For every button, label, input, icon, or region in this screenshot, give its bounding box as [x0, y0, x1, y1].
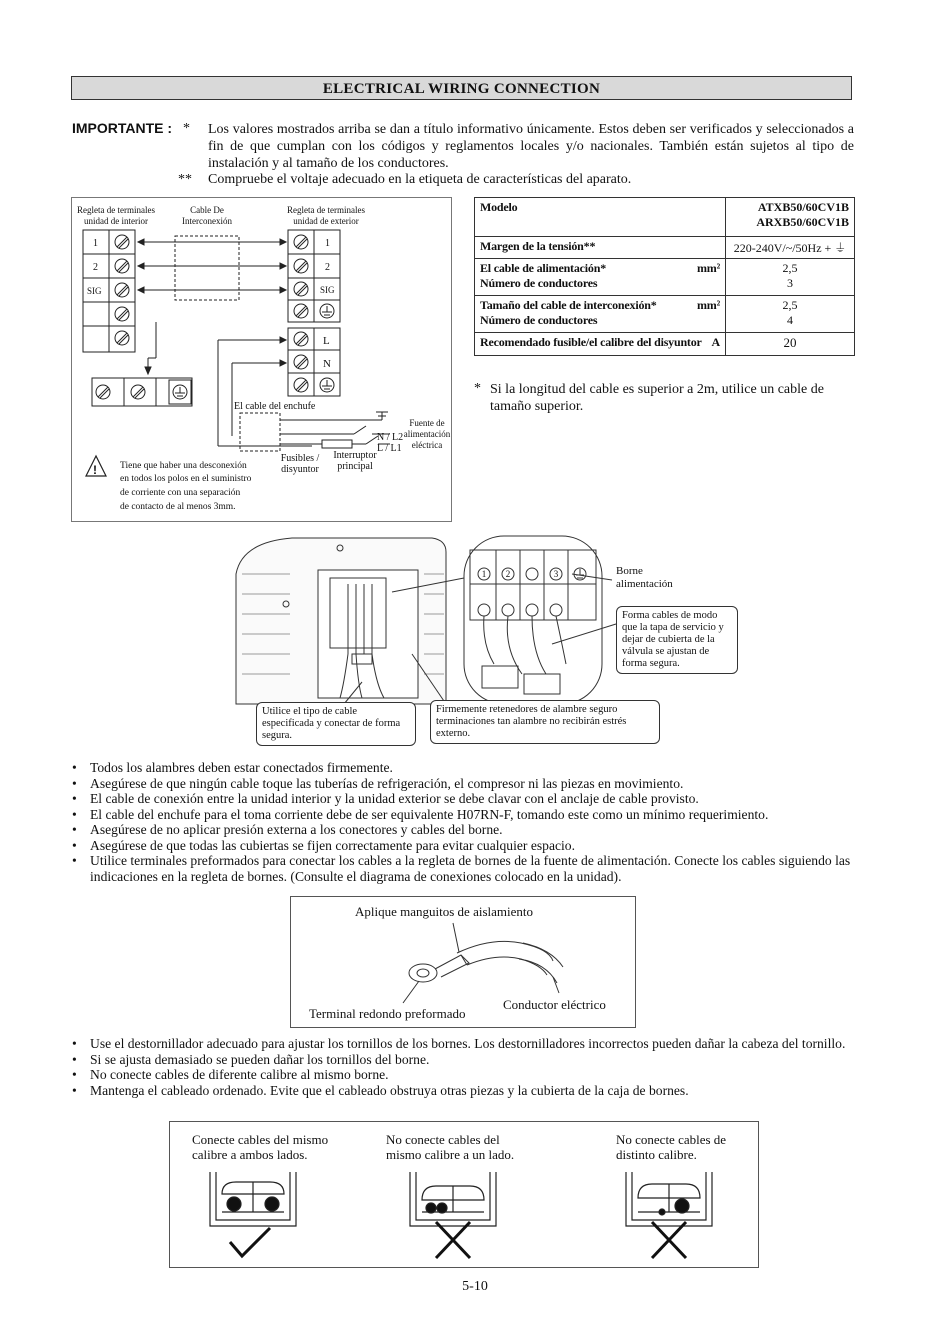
forma-callout: Forma cables de modo que la tapa de servicio y dejar de cubierta de la válvula se ajustan de forma segura.: [616, 606, 738, 674]
switch-label-1: Interruptor: [333, 450, 377, 461]
spec-row-model: [475, 198, 855, 237]
bullet-dot: •: [72, 822, 77, 837]
page-number: 5-10: [462, 1279, 488, 1294]
warning-icon: [86, 456, 106, 477]
supply-cond-value: 3: [787, 276, 793, 290]
inter-cond-label: Número de conductores: [480, 313, 598, 327]
supply-cable-unit: mm²: [697, 261, 720, 275]
supply-label-2: alimentación: [403, 429, 451, 439]
ring-terminal-figure: [290, 896, 636, 1028]
cable-label-2: Interconexión: [182, 216, 232, 226]
list-item: [72, 760, 856, 776]
indoor-terminal-1: 1: [93, 238, 98, 249]
supply-n-l2: N / L2: [377, 432, 404, 443]
footnote-marker: *: [474, 381, 481, 396]
section-title: ELECTRICAL WIRING CONNECTION: [71, 76, 852, 100]
bullet-text: Si se ajusta demasiado se pueden dañar los tornillos del borne.: [90, 1051, 430, 1067]
inter-cable-unit: mm²: [697, 298, 720, 312]
supply-l-l1: L / L1: [377, 443, 402, 454]
wiring-diagram: [71, 197, 452, 522]
zoom-terminal-2: 2: [505, 569, 511, 579]
inter-cable-cell: [475, 296, 726, 333]
zoom-terminal-1: 1: [481, 569, 487, 579]
inter-cable-label: Tamaño del cable de interconexión*: [480, 298, 657, 312]
terminal-bad-one-side: [410, 1172, 496, 1226]
borne-label-2: alimentación: [616, 578, 673, 590]
ring-terminal-graphic: [291, 897, 637, 1029]
spec-row-inter-cable: [475, 296, 855, 333]
outdoor-terminal-2: 2: [325, 262, 330, 273]
warning-text-2: en todos los polos en el suministro: [120, 474, 252, 484]
note-1-text: Los valores mostrados arriba se dan a título informativo únicamente. Estos deben ser verificados y seleccionados a fin de que cumplan con los códigos y reglamentos locales y/o nacionales. También están sujetos al tipo de instalación y al tamaño de los conductores.: [208, 122, 854, 171]
wiring-diagram-graphic: [72, 198, 453, 523]
bullet-dot: •: [72, 1051, 77, 1067]
supply-cable-label: El cable de alimentación*: [480, 261, 606, 275]
bullet-list-1: [72, 760, 856, 884]
bullet-dot: •: [72, 806, 77, 822]
note-2-marker: **: [178, 172, 192, 187]
bullet-dot: •: [72, 1067, 77, 1082]
supply-cable-cell: [475, 259, 726, 296]
spec-row-voltage: [475, 237, 855, 259]
outdoor-terminal-l: L: [323, 335, 330, 347]
bullet-text: El cable del enchufe para el toma corriente debe de ser equivalente H07RN-F, tomando este como un mínimo requerimiento.: [90, 806, 769, 822]
sleeve-label: Aplique manguitos de aislamiento: [355, 904, 533, 919]
bullet-text: Utilice terminales preformados para conectar los cables a la regleta de bornes de la fuente de alimentación. Conecte los cables siguiendo las indicaciones en la regleta de bornes. (Consulte el diagrama de conexiones colocado en la unidad).: [90, 853, 851, 884]
cable-comparison-figure: [169, 1121, 759, 1268]
outdoor-terminal-label-1: Regleta de terminales: [287, 205, 365, 215]
conductor-label: Conductor eléctrico: [503, 997, 606, 1012]
caption-ok-line-2: calibre a ambos lados.: [192, 1147, 308, 1162]
bullet-text: Todos los alambres deben estar conectados firmemente.: [90, 760, 393, 775]
fuse-value: 20: [726, 333, 855, 356]
importante-label: IMPORTANTE :: [72, 120, 173, 136]
footnote-text: Si la longitud del cable es superior a 2m, utilice un cable de tamaño superior.: [490, 382, 824, 414]
list-item: [72, 853, 856, 884]
caption-bad1-line-2: mismo calibre a un lado.: [386, 1147, 515, 1162]
bullet-text: Asegúrese de que ningún cable toque las tuberías de refrigeración, el compresor ni las piezas en movimiento.: [90, 775, 684, 791]
spec-row-supply-cable: [475, 259, 855, 296]
voltage-value: 220-240V/~/50Hz + ⏚: [726, 237, 855, 259]
bullet-dot: •: [72, 853, 77, 868]
cross-icon: [436, 1222, 470, 1258]
bullet-dot: •: [72, 791, 77, 806]
outdoor-terminal-1: 1: [325, 238, 330, 249]
check-icon: [230, 1228, 270, 1256]
indoor-terminal-label-2: unidad de interior: [84, 216, 148, 226]
supply-cable-value: 2,5: [782, 261, 798, 275]
inter-cond-value: 4: [787, 313, 793, 327]
list-item: [72, 1083, 856, 1099]
inter-cable-values: [726, 296, 855, 333]
utilice-callout: Utilice el tipo de cable especificada y conectar de forma segura.: [256, 702, 416, 746]
model-1: ATXB50/60CV1B: [757, 200, 849, 214]
indoor-terminal-label-1: Regleta de terminales: [77, 205, 155, 215]
bullet-dot: •: [72, 775, 77, 791]
list-item: [72, 807, 856, 823]
warning-text-3: de corriente con una separación: [120, 488, 241, 498]
note-2-text: Compruebe el voltaje adecuado en la etiqueta de características del aparato.: [208, 172, 632, 187]
list-item: [72, 1052, 856, 1068]
switch-label-2: principal: [337, 461, 373, 472]
bullet-text: El cable de conexión entre la unidad interior y la unidad exterior se debe clavar con el anclaje de cable provisto.: [90, 791, 699, 806]
model-2: ARXB50/60CV1B: [756, 215, 849, 229]
outdoor-terminal-sig: SIG: [320, 285, 335, 295]
cable-label-1: Cable De: [190, 205, 224, 215]
list-item: [72, 776, 856, 792]
model-label: Modelo: [475, 198, 726, 237]
bullet-list-2: [72, 1036, 856, 1098]
supply-cond-label: Número de conductores: [480, 276, 598, 290]
note-1-marker: *: [183, 121, 190, 136]
caption-ok-line-1: Conecte cables del mismo: [192, 1132, 329, 1147]
fuse-label-1: Fusibles /: [280, 453, 320, 464]
fuse-label-2: disyuntor: [281, 464, 319, 475]
outdoor-unit-figure: [232, 534, 752, 748]
spec-table: [474, 197, 855, 356]
supply-label-3: eléctrica: [411, 440, 443, 450]
firmemente-callout: Firmemente retenedores de alambre seguro terminaciones tan alambre no recibirán estrés externo.: [430, 700, 660, 744]
bullet-text: Use el destornillador adecuado para ajustar los tornillos de los bornes. Los destornilladores incorrectos pueden dañar la cabeza del tornillo.: [90, 1036, 846, 1051]
fuse-label: Recomendado fusible/el calibre del disyuntor: [480, 335, 702, 349]
list-item: [72, 1036, 856, 1052]
list-item: [72, 791, 856, 807]
svg-text:!: !: [93, 463, 97, 477]
terminal-ok: [210, 1172, 296, 1226]
outdoor-terminal-label-2: unidad de exterior: [293, 216, 359, 226]
terminal-bad-different: [626, 1172, 712, 1226]
bullet-text: Asegúrese de que todas las cubiertas se fijen correctamente para evitar cualquier espacio.: [90, 837, 575, 853]
warning-text-4: de contacto de al menos 3mm.: [120, 502, 236, 512]
fuse-cell: [475, 333, 726, 356]
supply-label-1: Fuente de: [409, 418, 445, 428]
warning-text-1: Tiene que haber una desconexión: [120, 461, 247, 471]
bullet-dot: •: [72, 1036, 77, 1051]
ring-terminal-label: Terminal redondo preformado: [309, 1006, 466, 1021]
bullet-dot: •: [72, 760, 77, 775]
bullet-dot: •: [72, 1082, 77, 1098]
supply-cable-values: [726, 259, 855, 296]
caption-bad2-line-1: No conecte cables de: [616, 1132, 727, 1147]
plug-cable-label: El cable del enchufe: [234, 401, 316, 412]
indoor-terminal-2: 2: [93, 262, 98, 273]
zoom-terminal-3: 3: [553, 569, 559, 579]
bullet-text: Mantenga el cableado ordenado. Evite que el cableado obstruya otras piezas y la cubierta de la caja de bornes.: [90, 1082, 689, 1098]
caption-bad2-line-2: distinto calibre.: [616, 1147, 697, 1162]
inter-cable-value: 2,5: [782, 298, 798, 312]
voltage-label: Margen de la tensión**: [475, 237, 726, 259]
borne-label-1: Borne: [616, 565, 643, 577]
bullet-dot: •: [72, 837, 77, 853]
list-item: [72, 1067, 856, 1083]
bullet-text: Asegúrese de no aplicar presión externa a los conectores y cables del borne.: [90, 822, 503, 837]
bullet-text: No conecte cables de diferente calibre al mismo borne.: [90, 1067, 389, 1082]
list-item: [72, 822, 856, 838]
spec-row-fuse: [475, 333, 855, 356]
outdoor-terminal-n: N: [323, 358, 331, 370]
comparison-graphic: [170, 1122, 760, 1269]
list-item: [72, 838, 856, 854]
caption-bad1-line-1: No conecte cables del: [386, 1132, 500, 1147]
indoor-terminal-sig: SIG: [87, 286, 102, 296]
fuse-unit: A: [711, 335, 720, 349]
cross-icon: [652, 1222, 686, 1258]
model-values: [726, 198, 855, 237]
